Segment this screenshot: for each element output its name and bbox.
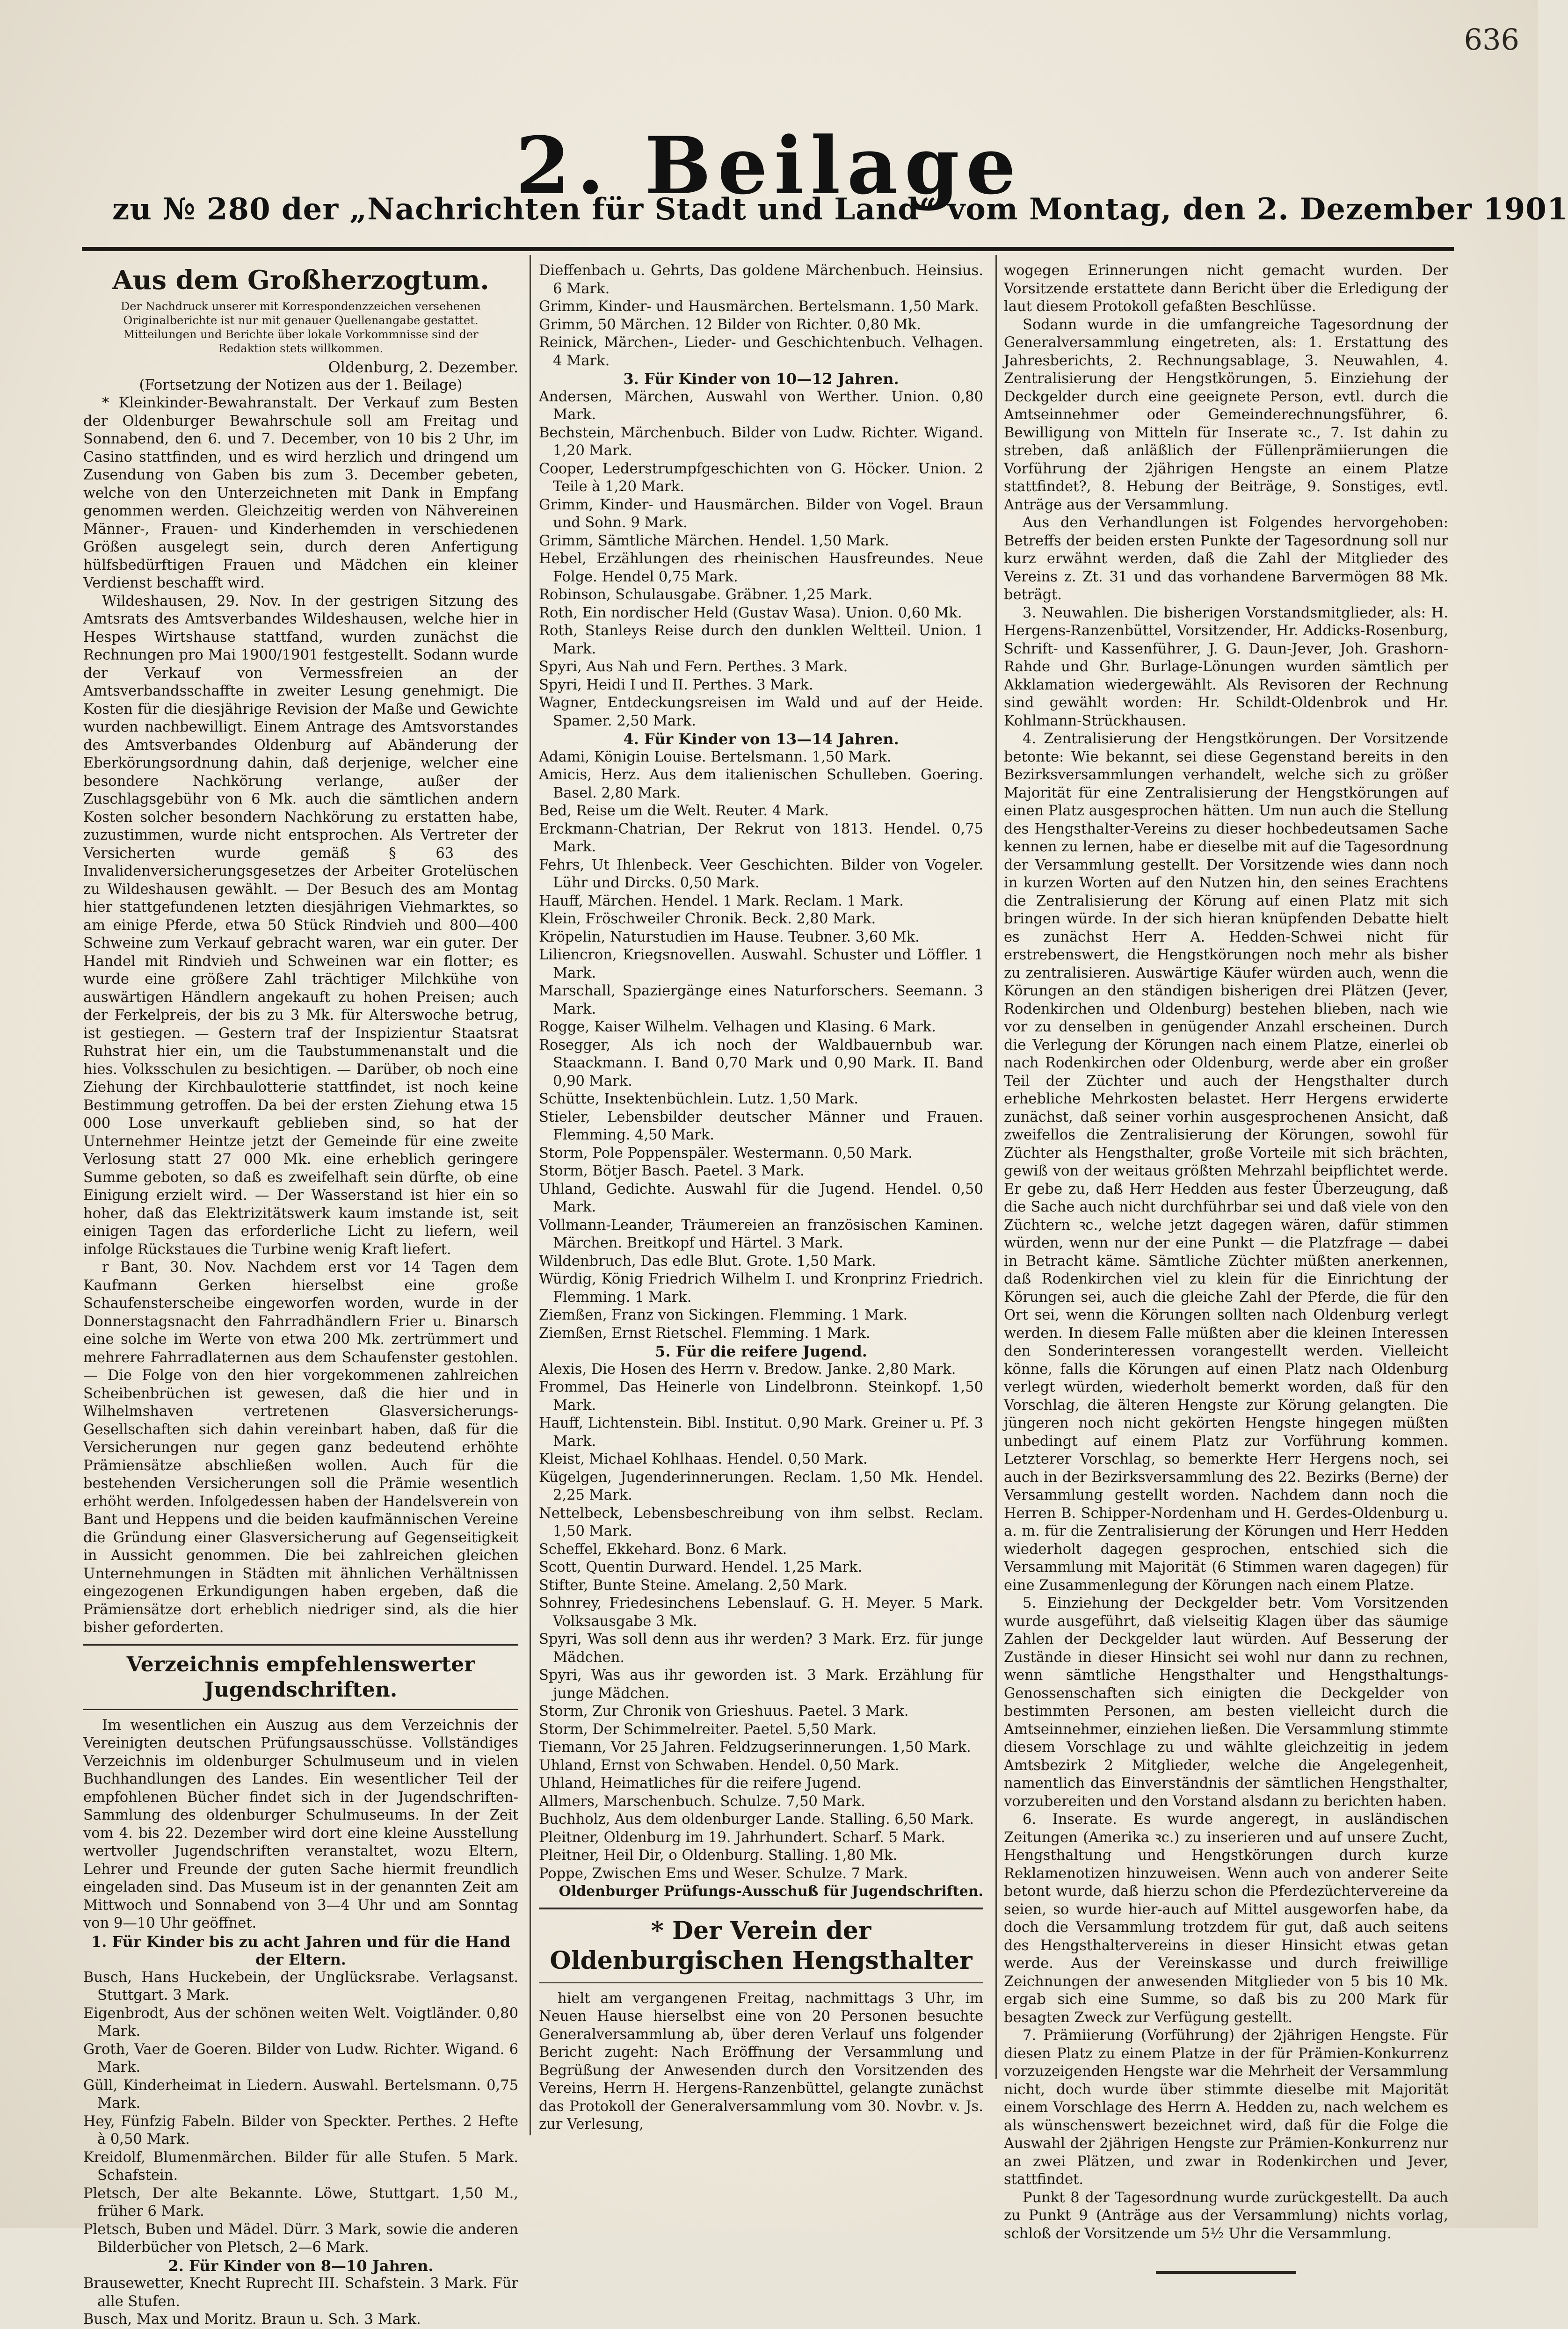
list-item: Vollmann-Leander, Träumereien an französischen Kaminen. Märchen. Breitkopf und Härtel. 3 Mark.	[539, 1217, 983, 1251]
list-item: Uhland, Ernst von Schwaben. Hendel. 0,50 Mark.	[539, 1757, 900, 1774]
list-item: Pletsch, Buben und Mädel. Dürr. 3 Mark, sowie die anderen Bilderbücher von Pletsch, 2—6 Mark.	[83, 2221, 518, 2256]
list-item: Sohnrey, Friedesinchens Lebenslauf. G. H. Meyer. 5 Mark. Volksausgabe 3 Mk.	[539, 1595, 983, 1630]
list-item: Spyri, Aus Nah und Fern. Perthes. 3 Mark.	[539, 659, 848, 675]
list-item: Uhland, Gedichte. Auswahl für die Jugend. Hendel. 0,50 Mark.	[539, 1181, 983, 1215]
divider	[539, 1982, 983, 1983]
signature: Oldenburger Prüfungs-Ausschuß für Jugendschriften.	[559, 1883, 983, 1900]
list-item: Rogge, Kaiser Wilhelm. Velhagen und Klasing. 6 Mark.	[539, 1019, 936, 1035]
list-item: Storm, Zur Chronik von Grieshuus. Paetel. 3 Mark.	[539, 1703, 909, 1720]
list-item: Storm, Der Schimmelreiter. Paetel. 5,50 Mark.	[539, 1721, 877, 1738]
list-item: Grimm, Sämtliche Märchen. Hendel. 1,50 Mark.	[539, 532, 889, 549]
list-item: Reinick, Märchen-, Lieder- und Geschichtenbuch. Velhagen. 4 Mark.	[539, 334, 983, 369]
list-item: Tiemann, Vor 25 Jahren. Feldzugserinnerungen. 1,50 Mark.	[539, 1739, 971, 1756]
list-item: Pletsch, Der alte Bekannte. Löwe, Stuttgart. 1,50 M., früher 6 Mark.	[83, 2185, 518, 2220]
list-item: Erckmann-Chatrian, Der Rekrut von 1813. Hendel. 0,75 Mark.	[539, 820, 983, 855]
list-item: Scott, Quentin Durward. Hendel. 1,25 Mark.	[539, 1559, 863, 1575]
masthead-title: 2. Beilage	[515, 119, 1023, 212]
list-item: Liliencron, Kriegsnovellen. Auswahl. Schuster und Löffler. 1 Mark.	[539, 947, 983, 981]
list-item: Busch, Max und Moritz. Braun u. Sch. 3 Mark.	[83, 2311, 421, 2328]
article-paragraph: 4. Zentralisierung der Hengstkörungen. Der Vorsitzende betonte: Wie bekannt, sei diese Gegenstand bereits in den Bezirksversammlungen verhandelt, welche sich zu größer Majorität für eine Zentralisierung der Hengstkörungen auf einen Platz ausgesprochen hätten. Um nun auch die Stellung des Hengsthalter-Vereins zu dieser hochbedeutsamen Sache kennen zu lernen, habe er dieselbe mit auf die Tagesordnung der Versammlung gestellt. Der Vorsitzende wies dann noch in kurzen Worten auf den Nutzen hin, den seines Erachtens die Zentralisierung der Körung auf einen Platz mit sich bringen würde. In der sich hieran knüpfenden Debatte hielt es zunächst Herr A. Hedden-Schwei nicht für erstrebenswert, die Hengstkörungen noch mehr als bisher zu zentralisieren. Auswärtige Käufer würden auch, wenn die Körungen an den ständigen bisherigen drei Plätzen (Jever, Rodenkirchen und Oldenburg) bestehen blieben, nach wie vor zu denselben in genügender Anzahl erscheinen. Durch die Verlegung der Körungen nach einem Platze, einerlei ob nach Rodenkirchen oder Oldenburg, werde aber ein großer Teil der Züchter und auch der Hengsthalter durch erhebliche Mehrkosten belastet. Herr Hergens erwiderte zunächst, daß seiner vorhin ausgesprochenen Ansicht, daß zweifellos die Zentralisierung der Körungen, sowohl für Züchter als Hengsthalter, große Vorteile mit sich brächten, gewiß von der weitaus größten Mehrzahl beipflichtet werde. Er gebe zu, daß Herr Hedden aus fester Überzeugung, daß die Sache auch nicht durchführbar sei und daß viele von den Züchtern ꝛc., welche jetzt dagegen wären, dafür stimmen würden, wenn nur der eine Punkt — die Platzfrage — dabei in Betracht käme. Sämtliche Züchter müßten anerkennen, daß Rodenkirchen viel zu klein für die Einrichtung der Körungen sei, auch die gleiche Zahl der Pferde, die für den Ort sei, wenn die Körungen sollten nach Oldenburg verlegt werden. In diesem Falle müßten aber die kleinen Interessen den Sonderinteressen vorangestellt werden. Vielleicht könne, falls die Körungen auf einen Platz nach Oldenburg verlegt würden, wiederholt bemerkt worden, daß für den Vorschlag, die älteren Hengste zur Körung gelangten. Die jüngeren noch nicht gekörten Hengste hingegen müßten unbedingt auf einem Platz zur Vorführung kommen. Letzterer Vorschlag, so bemerkte Herr Hergens noch, sei auch in der Bezirksversammlung des 22. Bezirks (Berne) der Versammlung gestellt worden. Nachdem dann noch die Herren B. Schipper-Nordenham und H. Gerdes-Oldenburg u. a. m. für die Zentralisierung der Körungen und Herr Hedden wiederholt dagegen gesprochen, entschied sich die Versammlung mit Majorität (6 Stimmen waren dagegen) für eine Zusammenlegung der Körungen nach einem Platze.	[1004, 731, 1448, 1594]
article-paragraph: Im wesentlichen ein Auszug aus dem Verzeichnis der Vereinigten deutschen Prüfungsausschüsse. Vollständiges Verzeichnis im oldenburger Schulmuseum und in vielen Buchhandlungen des Landes. Ein wesentlicher Teil der empfohlenen Bücher findet sich in der Jugendschriften-Sammlung des oldenburger Schulmuseums. In der Zeit vom 4. bis 22. Dezember wird dort eine kleine Ausstellung wertvoller Jugendschriften veranstaltet, wozu Eltern, Lehrer und Freunde der guten Sache hiermit freundlich eingeladen sind. Das Museum ist in der genannten Zeit am Mittwoch und Sonnabend von 3—4 Uhr und am Sonntag von 9—10 Uhr geöffnet.	[83, 1717, 518, 1931]
article-paragraph: 5. Einziehung der Deckgelder betr. Vom Vorsitzenden wurde ausgeführt, daß vielseitig Klagen über das säumige Zahlen der Deckgelder laut würden. Auf Besserung der Zustände in dieser Hinsicht sei wohl nur dann zu rechnen, wenn sämtliche Hengsthalter und Hengsthaltungs-Genossenschaften sich einigten die Deckgelder von bestimmten Personen, am besten vielleicht durch die Amtseinnehmer, einziehen ließen. Die Versammlung stimmte diesem Vorschlage zu und wählte gleichzeitig in jedem Amtsbezirk 2 Mitglieder, welche die Angelegenheit, namentlich das Einverständnis der sämtlichen Hengsthalter, vorzubereiten und den Vorstand alsdann zu berichten haben.	[1004, 1595, 1448, 1810]
reprint-note: Der Nachdruck unserer mit Korrespondenzzeichen versehenen Originalberichte ist nur mit genauer Quellenangabe gestattet. Mitteilungen und Berichte über lokale Vorkommnisse sind der Redaktion stets willkommen.	[121, 300, 481, 355]
list-item: Hauff, Lichtenstein. Bibl. Institut. 0,90 Mark. Greiner u. Pf. 3 Mark.	[539, 1415, 983, 1450]
list-item: Busch, Hans Huckebein, der Unglücksrabe. Verlagsanst. Stuttgart. 3 Mark.	[83, 1969, 518, 2003]
list-item: Hebel, Erzählungen des rheinischen Hausfreundes. Neue Folge. Hendel 0,75 Mark.	[539, 551, 983, 585]
book-list	[83, 1969, 518, 2257]
article-paragraph: Sodann wurde in die umfangreiche Tagesordnung der Generalversammlung eingetreten, als: 1. Erstattung des Jahresberichts, 2. Rechnungsablage, 3. Neuwahlen, 4. Zentralisierung der Hengstkörungen, 5. Einziehung der Deckgelder durch eine geeignete Person, evtl. durch die Amtseinnehmer oder Gemeinderechnungsführer, 6. Bewilligung von Mitteln für Inserate ꝛc., 7. Ist dahin zu streben, daß anläßlich der Füllenprämiierungen die Vorführung der 2jährigen Hengste an einem Platze stattfindet?, 8. Hebung der Beiträge, 9. Sonstiges, evtl. Anträge aus der Versammlung.	[1004, 316, 1448, 513]
article-paragraph: r Bant, 30. Nov. Nachdem erst vor 14 Tagen dem Kaufmann Gerken hierselbst eine große Schaufensterscheibe eingeworfen worden, wurde in der Donnerstagsnacht den Fahrradhändlern Frier u. Binarsch eine solche im Werte von etwa 200 Mk. zertrümmert und mehrere Fahrradlaternen aus dem Schaufenster gestohlen. — Die Folge von den hier vorgekommenen zahlreichen Scheibenbrüchen ist gewesen, daß die hier und in Wilhelmshaven vertretenen Glasversicherungs-Gesellschaften sich dahin vereinbart haben, daß für die Versicherungen nur gegen ganz bedeutend erhöhte Prämiensätze abschließen wollen. Auch für die bestehenden Versicherungen soll die Prämie wesentlich erhöht werden. Infolgedessen haben der Handelsverein von Bant und Heppens und die beiden kaufmännischen Vereine die Gründung einer Glasversicherung auf Gegenseitigkeit in Aussicht genommen. Die bei zahlreichen gleichen Unternehmungen in Städten mit ähnlichen Verhältnissen eingezogenen Erkundigungen haben ergeben, daß die Prämiensätze dort erheblich niedriger sind, als die hier bisher geforderten.	[83, 1259, 518, 1636]
dateline: Oldenburg, 2. Dezember.	[328, 358, 518, 376]
list-item: Ziemßen, Franz von Sickingen. Flemming. 1 Mark.	[539, 1307, 908, 1323]
article-paragraph: wogegen Erinnerungen nicht gemacht wurden. Der Vorsitzende erstattete dann Bericht über die Erledigung der laut diesem Protokoll gefaßten Beschlüsse.	[1004, 262, 1448, 315]
list-item: Pleitner, Heil Dir, o Oldenburg. Stalling. 1,80 Mk.	[539, 1847, 898, 1864]
list-item: Uhland, Heimatliches für die reifere Jugend.	[539, 1775, 862, 1792]
list-item: Bed, Reise um die Welt. Reuter. 4 Mark.	[539, 803, 829, 819]
list-item: Pleitner, Oldenburg im 19. Jahrhundert. Scharf. 5 Mark.	[539, 1829, 945, 1846]
section-heading: Aus dem Großherzogtum.	[112, 265, 489, 296]
list-item: Alexis, Die Hosen des Herrn v. Bredow. Janke. 2,80 Mark.	[539, 1361, 956, 1378]
list-item: Groth, Vaer de Goeren. Bilder von Ludw. Richter. Wigand. 6 Mark.	[83, 2041, 518, 2075]
list-item: Wagner, Entdeckungsreisen im Wald und auf der Heide. Spamer. 2,50 Mark.	[539, 695, 983, 729]
list-item: Würdig, König Friedrich Wilhelm I. und Kronprinz Friedrich. Flemming. 1 Mark.	[539, 1271, 983, 1306]
list-item: Andersen, Märchen, Auswahl von Werther. Union. 0,80 Mark.	[539, 388, 983, 423]
list-item: Cooper, Lederstrumpfgeschichten von G. Höcker. Union. 2 Teile à 1,20 Mark.	[539, 460, 983, 495]
list-subheading: 1. Für Kinder bis zu acht Jahren und für die Hand der Eltern.	[91, 1932, 511, 1968]
article-paragraph: hielt am vergangenen Freitag, nachmittags 3 Uhr, im Neuen Hause hierselbst eine von 20 Personen besuchte Generalversammlung ab, über deren Verlauf uns folgender Bericht zugeht: Nach Eröffnung der Versammlung und Begrüßung der Anwesenden durch den Vorsitzenden des Vereins, Herrn H. Hergens-Ranzenbüttel, gelangte zunächst das Protokoll der Generalversammlung vom 30. Novbr. v. Js. zur Verlesung,	[539, 1990, 983, 2133]
list-item: Grimm, 50 Märchen. 12 Bilder von Richter. 0,80 Mk.	[539, 316, 921, 333]
list-item: Fehrs, Ut Ihlenbeck. Veer Geschichten. Bilder von Vogeler. Lühr und Dircks. 0,50 Mark.	[539, 856, 983, 891]
list-item: Kröpelin, Naturstudien im Hause. Teubner. 3,60 Mk.	[539, 929, 920, 945]
list-item: Eigenbrodt, Aus der schönen weiten Welt. Voigtländer. 0,80 Mark.	[83, 2005, 518, 2039]
divider	[539, 1908, 983, 1909]
list-item: Spyri, Was aus ihr geworden ist. 3 Mark. Erzählung für junge Mädchen.	[539, 1667, 983, 1702]
article-paragraph: Wildeshausen, 29. Nov. In der gestrigen Sitzung des Amtsrats des Amtsverbandes Wildeshausen, welche hier in Hespes Wirtshause stattfand, wurden zunächst die Rechnungen pro Mai 1900/1901 festgestellt. Sodann wurde der Verkauf von Vermessfreien an der Amtsverbandsschaffte in zweiter Lesung genehmigt. Die Kosten für die diesjährige Revision der Maße und Gewichte wurden nachbewilligt. Einem Antrage des Amtsvorstandes des Amtsverbandes Oldenburg auf Abänderung der Eberkörungsordnung dahin, daß derjenige, welcher eine besondere Nachkörung verlange, außer der Zuschlagsgebühr von 6 Mk. auch die sämtlichen andern Kosten solcher besondern Nachkörung zu erstatten habe, zuzustimmen, wurde nicht entsprochen. Als Vertreter der Versicherten wurde gemäß § 63 des Invalidenversicherungsgesetzes der Arbeiter Grotelüschen zu Wildeshausen gewählt. — Der Besuch des am Montag hier stattgefundenen letzten diesjährigen Viehmarktes, so am einige Pferde, etwa 50 Stück Rindvieh und 800—400 Schweine zum Verkauf gebracht waren, war ein guter. Der Handel mit Rindvieh und Schweinen war ein flotter; es wurde eine größere Zahl trächtiger Milchkühe von auswärtigen Händlern angekauft zu hohen Preisen; auch der Ferkelpreis, der bis zu 3 Mk. für Alterswoche betrug, ist gestiegen. — Gestern traf der Inspizientur Staatsrat Ruhstrat hier ein, um die Taubstummenanstalt und die hies. Volksschulen zu besichtigen. — Darüber, ob noch eine Ziehung der Kirchbaulotterie stattfindet, ist noch keine Bestimmung getroffen. Da bei der ersten Ziehung etwa 15 000 Lose unverkauft geblieben sind, so hat der Unternehmer Heintze jetzt der Gemeinde für eine zweite Verlosung statt 27 000 Mk. eine erheblich geringere Summe geboten, so daß es zweifelhaft sein dürfte, ob eine Einigung erzielt wird. — Der Wasserstand ist hier ein so hoher, daß das Elektrizitätswerk kaum imstande ist, seit einigen Tagen das erforderliche Licht zu liefern, weil infolge Rückstaues die Turbine wenig Kraft liefert.	[83, 593, 518, 1258]
list-item: Dieffenbach u. Gehrts, Das goldene Märchenbuch. Heinsius. 6 Mark.	[539, 262, 983, 297]
masthead-rule	[82, 247, 1454, 251]
list-item: Amicis, Herz. Aus dem italienischen Schulleben. Goering. Basel. 2,80 Mark.	[539, 767, 983, 801]
list-item: Hey, Fünfzig Fabeln. Bilder von Speckter. Perthes. 2 Hefte à 0,50 Mark.	[83, 2113, 518, 2148]
list-item: Roth, Ein nordischer Held (Gustav Wasa). Union. 0,60 Mk.	[539, 604, 962, 621]
list-item: Allmers, Marschenbuch. Schulze. 7,50 Mark.	[539, 1793, 865, 1810]
page-number: 636	[1464, 22, 1519, 57]
list-item: Stifter, Bunte Steine. Amelang. 2,50 Mark.	[539, 1577, 848, 1594]
list-item: Brausewetter, Knecht Ruprecht III. Schafstein. 3 Mark. Für alle Stufen.	[83, 2275, 518, 2310]
list-item: Roth, Stanleys Reise durch den dunklen Weltteil. Union. 1 Mark.	[539, 623, 983, 657]
section-heading: * Der Verein der Oldenburgischen Hengsthalter	[550, 1916, 973, 1975]
book-list	[539, 388, 983, 731]
masthead-subtitle: zu № 280 der „Nachrichten für Stadt und Land“ vom Montag, den 2. Dezember 1901	[112, 192, 1568, 227]
article-paragraph: 3. Neuwahlen. Die bisherigen Vorstandsmitglieder, als: H. Hergens-Ranzenbüttel, Vorsitzender, Hr. Addicks-Rosenburg, Schrift- und Kassenführer, J. G. Daun-Jever, Joh. Grashorn-Rahde und Ghr. Burlage-Lönungen wurden sämtlich per Akklamation wiedergewählt. Als Revisoren der Rechnung sind gewählt worden: Hr. Schildt-Oldenbrok und Hr. Kohlmann-Strückhausen.	[1004, 604, 1448, 729]
list-subheading: 4. Für Kinder von 13—14 Jahren.	[623, 730, 899, 748]
list-item: Grimm, Kinder- und Hausmärchen. Bertelsmann. 1,50 Mark.	[539, 298, 979, 315]
list-item: Stieler, Lebensbilder deutscher Männer und Frauen. Flemming. 4,50 Mark.	[539, 1109, 983, 1143]
list-item: Kreidolf, Blumenmärchen. Bilder für alle Stufen. 5 Mark. Schafstein.	[83, 2149, 518, 2184]
list-item: Klein, Fröschweiler Chronik. Beck. 2,80 Mark.	[539, 911, 876, 927]
list-item: Schütte, Insektenbüchlein. Lutz. 1,50 Mark.	[539, 1091, 858, 1107]
list-item: Robinson, Schulausgabe. Gräbner. 1,25 Mark.	[539, 587, 873, 603]
list-item: Scheffel, Ekkehard. Bonz. 6 Mark.	[539, 1541, 787, 1558]
book-list	[539, 262, 983, 370]
column-2	[539, 262, 983, 2208]
divider	[83, 1644, 518, 1646]
end-rule	[1156, 2271, 1296, 2274]
column-1	[83, 262, 518, 2328]
list-subheading: 5. Für die reifere Jugend.	[655, 1342, 867, 1360]
list-item: Güll, Kinderheimat in Liedern. Auswahl. Bertelsmann. 0,75 Mark.	[83, 2077, 518, 2111]
list-item: Marschall, Spaziergänge eines Naturforschers. Seemann. 3 Mark.	[539, 983, 983, 1017]
article-paragraph: Punkt 8 der Tagesordnung wurde zurückgestellt. Da auch zu Punkt 9 (Anträge aus der Versammlung) nichts vorlag, schloß der Vorsitzende um 5½ Uhr die Versammlung.	[1004, 2189, 1448, 2242]
list-item: Kleist, Michael Kohlhaas. Hendel. 0,50 Mark.	[539, 1451, 868, 1467]
list-subheading: 3. Für Kinder von 10—12 Jahren.	[623, 370, 899, 388]
continuation-note: (Fortsetzung der Notizen aus der 1. Beilage)	[139, 377, 463, 393]
list-item: Hauff, Märchen. Hendel. 1 Mark. Reclam. 1 Mark.	[539, 892, 904, 909]
book-list	[539, 748, 983, 1343]
list-item: Bechstein, Märchenbuch. Bilder von Ludw. Richter. Wigand. 1,20 Mark.	[539, 424, 983, 459]
list-item: Grimm, Kinder- und Hausmärchen. Bilder von Vogel. Braun und Sohn. 9 Mark.	[539, 496, 983, 531]
article-paragraph: 7. Prämiierung (Vorführung) der 2jährigen Hengste. Für diesen Platz zu einem Platze in der für Prämien-Konkurrenz vorzuzeigenden Hengste war die Mehrheit der Versammlung nicht, doch wurde über stimmte dieselbe mit Majorität einem Vorschlage des Herrn A. Hedden zu, nach welchem es als wünschenswert bezeichnet wird, daß für die Folge die Auswahl der 2jährigen Hengste zur Prämien-Konkurrenz nur an zwei Plätzen, und zwar in Rodenkirchen und Jever, stattfindet.	[1004, 2027, 1448, 2188]
list-item: Rosegger, Als ich noch der Waldbauernbub war. Staackmann. I. Band 0,70 Mark und 0,90 Mark. II. Band 0,90 Mark.	[539, 1037, 983, 1089]
list-item: Ziemßen, Ernst Rietschel. Flemming. 1 Mark.	[539, 1325, 871, 1342]
book-list	[539, 1361, 983, 1883]
list-item: Kügelgen, Jugenderinnerungen. Reclam. 1,50 Mk. Hendel. 2,25 Mark.	[539, 1469, 983, 1503]
article-paragraph: * Kleinkinder-Bewahranstalt. Der Verkauf zum Besten der Oldenburger Bewahrschule soll am Freitag und Sonnabend, den 6. und 7. December, von 10 bis 2 Uhr, im Casino stattfinden, und es wird herzlich und dringend um Zusendung von Gaben bis zum 3. December gebeten, welche von den Unterzeichneten mit Dank in Empfang genommen werden. Gleichzeitig werden von Nähvereinen Männer-, Frauen- und Kinderhemden in verschiedenen Größen ausgelegt sein, durch deren Anfertigung hülfsbedürftigen Frauen und Mädchen ein kleiner Verdienst beschafft wird.	[83, 395, 518, 591]
list-item: Spyri, Heidi I und II. Perthes. 3 Mark.	[539, 676, 813, 693]
list-item: Storm, Bötjer Basch. Paetel. 3 Mark.	[539, 1163, 805, 1179]
column-separator	[995, 255, 997, 2079]
list-item: Poppe, Zwischen Ems und Weser. Schulze. 7 Mark.	[539, 1865, 908, 1882]
list-item: Nettelbeck, Lebensbeschreibung von ihm selbst. Reclam. 1,50 Mark.	[539, 1505, 983, 1539]
divider	[83, 1709, 518, 1710]
article-paragraph: 6. Inserate. Es wurde angeregt, in ausländischen Zeitungen (Amerika ꝛc.) zu inserieren und auf unsere Zucht, Hengsthaltung und Hengstkörungen durch kurze Reklamenotizen hinzuweisen. Wenn auch von anderer Seite betont wurde, daß hierzu schon die Pferdezüchtervereine da seien, so wurde hier-auch auf Mittel ausgeworfen habe, da doch die Versammlung trotzdem für gut, daß auch seitens des Hengsthaltervereins in dieser Hinsicht etwas getan werde. Aus der Vereinskasse und durch freiwillige Zeichnungen der anwesenden Mitglieder von 5 bis 10 Mk. ergab sich eine Summe, so daß bis zu 200 Mark für besagten Zweck zur Verfügung gestellt.	[1004, 1811, 1448, 2026]
list-item: Frommel, Das Heinerle von Lindelbronn. Steinkopf. 1,50 Mark.	[539, 1379, 983, 1414]
book-list	[83, 2275, 518, 2329]
list-item: Adami, Königin Louise. Bertelsmann. 1,50 Mark.	[539, 748, 892, 765]
list-subheading: 2. Für Kinder von 8—10 Jahren.	[168, 2256, 434, 2275]
list-item: Wildenbruch, Das edle Blut. Grote. 1,50 Mark.	[539, 1253, 876, 1270]
column-separator	[530, 255, 531, 2135]
list-item: Storm, Pole Poppenspäler. Westermann. 0,50 Mark.	[539, 1145, 913, 1161]
list-item: Buchholz, Aus dem oldenburger Lande. Stalling. 6,50 Mark.	[539, 1811, 974, 1828]
list-item: Spyri, Was soll denn aus ihr werden? 3 Mark. Erz. für junge Mädchen.	[539, 1631, 983, 1666]
section-heading: Verzeichnis empfehlenswerter Jugendschriften.	[126, 1652, 475, 1702]
column-3	[1004, 262, 1448, 2242]
article-paragraph: Aus den Verhandlungen ist Folgendes hervorgehoben: Betreffs der beiden ersten Punkte der Tagesordnung soll nur kurz erwähnt werden, daß die Zahl der Mitglieder des Vereins z. Zt. 31 und das vorhandene Barvermögen 88 Mk. beträgt.	[1004, 515, 1448, 603]
